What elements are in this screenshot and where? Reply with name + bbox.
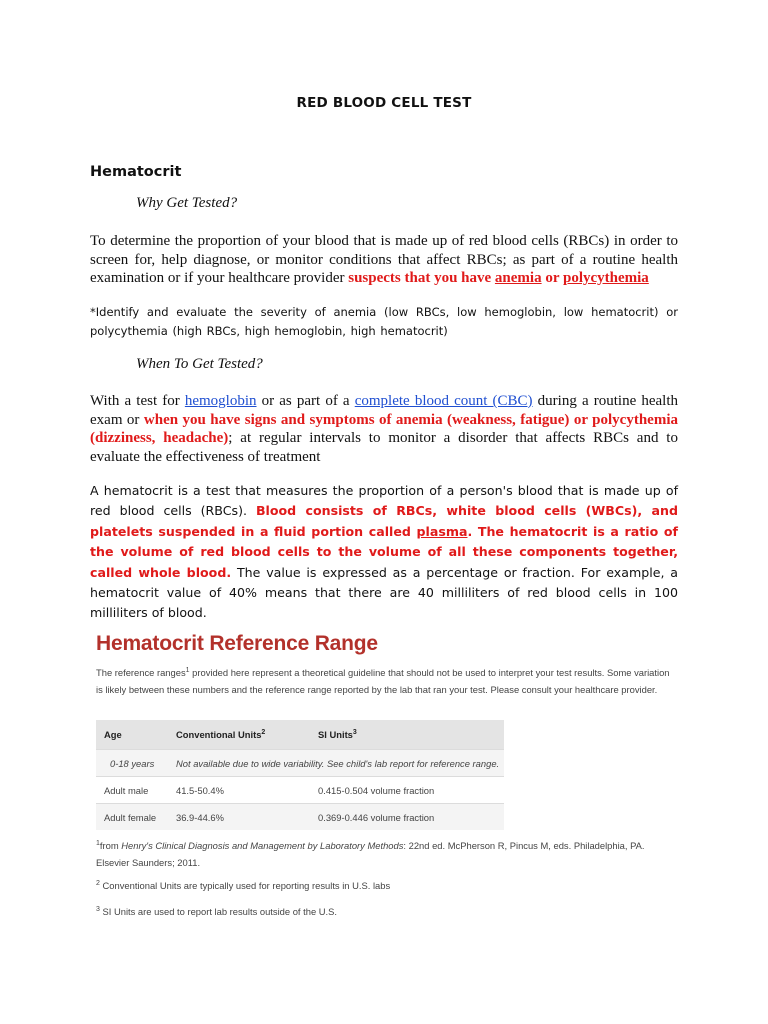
- cell-age: Adult male: [96, 777, 168, 804]
- when-text-3: during a routine health exam or: [90, 393, 678, 428]
- cell-si: 0.415-0.504 volume fraction: [310, 777, 504, 804]
- header-age: Age: [96, 720, 168, 750]
- footnote-1-a: from: [99, 840, 122, 851]
- why-text: To determine the proportion of your blood that is made up of red blood cells (RBCs) in order to screen for, help diagnose, or monitor conditions that affect RBCs; as part of a routine health examination or if your healthcare provider: [90, 233, 678, 286]
- cell-note: Not available due to wide variability. See child's lab report for reference range.: [168, 750, 504, 777]
- why-red-text: suspects that you have: [348, 270, 495, 286]
- table-row: [96, 750, 504, 777]
- footnote-3: [96, 903, 676, 920]
- when-subheading: When To Get Tested?: [136, 356, 263, 372]
- footnote-1-sup: 1: [96, 839, 100, 847]
- plasma-link[interactable]: plasma: [416, 523, 468, 539]
- cbc-link[interactable]: complete blood count (CBC): [354, 393, 533, 409]
- header-si-label: SI Units: [318, 729, 353, 740]
- why-paragraph: [90, 232, 678, 288]
- polycythemia-link[interactable]: polycythemia: [562, 270, 649, 286]
- anemia-link[interactable]: anemia: [494, 270, 542, 286]
- footnote-2-sup: 2: [96, 879, 100, 887]
- footnote-1: [96, 837, 676, 871]
- reference-intro-sup: 1: [185, 666, 190, 674]
- table-row: [96, 804, 504, 831]
- page-title: RED BLOOD CELL TEST: [296, 95, 472, 111]
- reference-intro-a: The reference ranges: [96, 667, 186, 678]
- footnote-1-book-title: Henry's Clinical Diagnosis and Management by Laboratory Methods: [121, 840, 404, 851]
- description-red-2: . The hematocrit is a ratio of the volume of red blood cells to the volume of all these components together, called whole blood.: [90, 523, 678, 580]
- severity-note: *Identify and evaluate the severity of anemia (low RBCs, low hemoglobin, low hematocrit) or polycythemia (high RBCs, high hemoglobin, high hematocrit): [90, 305, 678, 338]
- footnote-2: [96, 877, 676, 894]
- cell-age: 0-18 years: [96, 750, 168, 777]
- reference-intro-b: provided here represent a theoretical guideline that should not be used to interpret your test results. Some variation is likely between these numbers and the reference range reported by the lab that ran your test. Please consult your healthcare provider.: [96, 667, 670, 695]
- header-si: [310, 720, 504, 750]
- cell-conventional: 36.9-44.6%: [168, 804, 310, 831]
- when-paragraph: [90, 392, 678, 466]
- section-heading: Hematocrit: [90, 164, 182, 180]
- when-text-1: With a test for: [90, 393, 185, 409]
- hemoglobin-link[interactable]: hemoglobin: [184, 393, 257, 409]
- header-conventional: [168, 720, 310, 750]
- table-row: [96, 777, 504, 804]
- footnote-2-text: Conventional Units are typically used for reporting results in U.S. labs: [99, 880, 391, 891]
- cell-si: 0.369-0.446 volume fraction: [310, 804, 504, 831]
- reference-range-table: [96, 720, 504, 830]
- hematocrit-description: [90, 481, 678, 624]
- when-red-text: when you have signs and symptoms of anemia (weakness, fatigue) or polycythemia (dizziness, headache): [90, 411, 678, 446]
- cell-age: Adult female: [96, 804, 168, 831]
- description-text-1: A hematocrit is a test that measures the proportion of a person's blood that is made up of red blood cells (RBCs).: [90, 483, 678, 519]
- why-subheading: Why Get Tested?: [136, 195, 238, 211]
- header-si-sup: 3: [352, 728, 357, 736]
- reference-range-title: Hematocrit Reference Range: [96, 632, 378, 655]
- footnote-1-b: : 22nd ed. McPherson R, Pincus M, eds. Philadelphia, PA. Elsevier Saunders; 2011.: [96, 840, 645, 868]
- table-header-row: [96, 720, 504, 750]
- header-conventional-sup: 2: [261, 728, 266, 736]
- cell-conventional: 41.5-50.4%: [168, 777, 310, 804]
- footnote-3-text: SI Units are used to report lab results outside of the U.S.: [99, 906, 338, 917]
- when-text-4: ; at regular intervals to monitor a disorder that affects RBCs and to evaluate the effectiveness of treatment: [90, 430, 678, 465]
- when-text-2: or as part of a: [256, 393, 355, 409]
- why-red-or: or: [541, 270, 563, 286]
- footnote-3-sup: 3: [96, 905, 100, 913]
- reference-intro: [96, 664, 676, 698]
- header-conventional-label: Conventional Units: [176, 729, 262, 740]
- description-text-2: The value is expressed as a percentage or fraction. For example, a hematocrit value of 40% means that there are 40 milliliters of red blood cells in 100 milliliters of blood.: [90, 564, 679, 621]
- description-red-1: Blood consists of RBCs, white blood cells (WBCs), and platelets suspended in a fluid portion called: [90, 503, 679, 539]
